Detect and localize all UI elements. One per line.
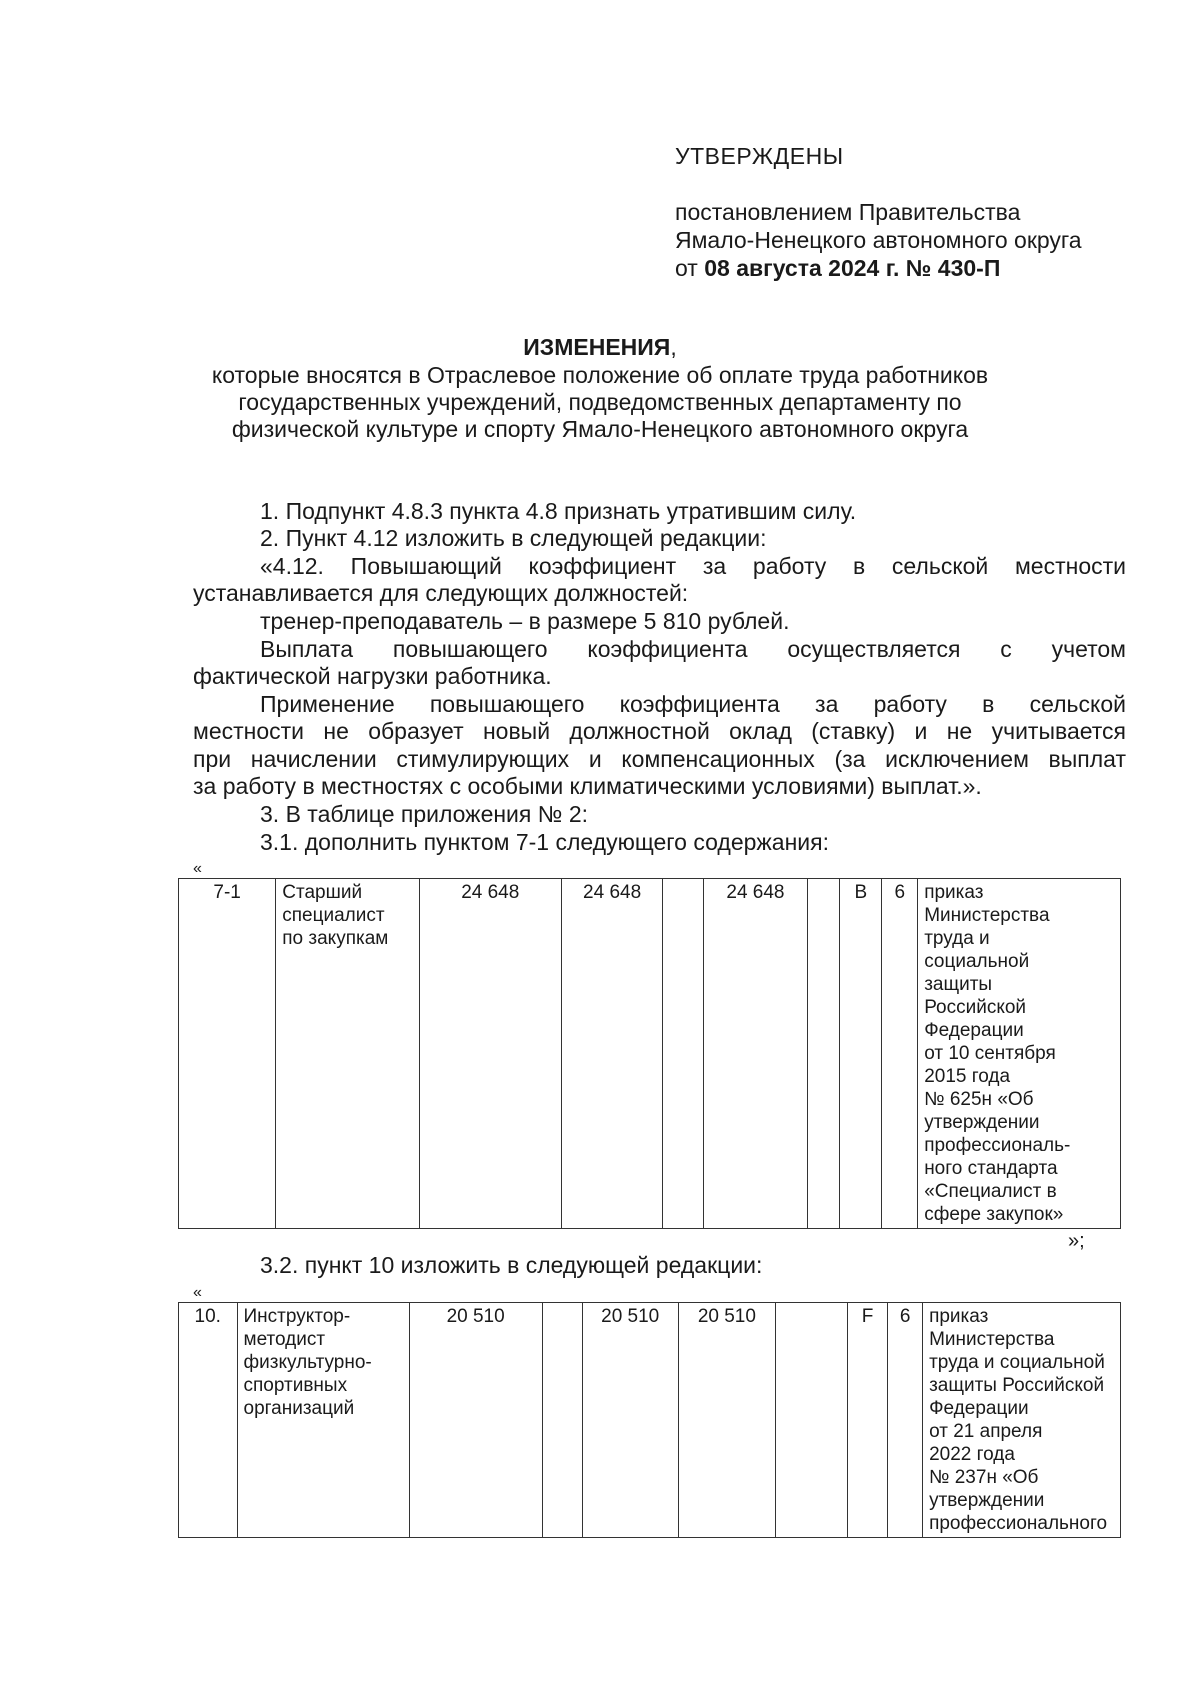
row-number: 7-1	[179, 879, 276, 1229]
payment-line-1: Выплата повышающего коэффициента осуществляется с учетом	[260, 636, 1126, 662]
empty-cell	[807, 879, 840, 1229]
basis-line: от 21 апреля	[929, 1421, 1043, 1442]
position-line: физкультурно-	[243, 1352, 372, 1373]
position-line: методист	[243, 1329, 326, 1350]
empty-cell	[542, 1303, 582, 1538]
basis-line: сфере закупок»	[924, 1204, 1064, 1225]
item-2: 2. Пункт 4.12 изложить в следующей редакции:	[260, 525, 767, 551]
position-cell	[276, 879, 419, 1229]
approval-title: УТВЕРЖДЕНЫ	[675, 143, 844, 169]
basis-line: ного стандарта	[924, 1158, 1058, 1179]
item-3-2: 3.2. пункт 10 изложить в следующей редакции:	[260, 1252, 763, 1278]
empty-cell	[776, 1303, 848, 1538]
basis-line: профессионального	[929, 1513, 1108, 1534]
basis-line: утверждении	[929, 1490, 1045, 1511]
basis-line: Федерации	[929, 1398, 1029, 1419]
basis-line: Российской	[924, 997, 1027, 1018]
document-title	[0, 334, 1200, 361]
group-cell: В	[840, 879, 882, 1229]
approval-date-value: 08 августа 2024 г. № 430-П	[704, 255, 1001, 281]
empty-cell	[663, 879, 704, 1229]
position-cell	[237, 1303, 409, 1538]
salary-cell: 20 510	[582, 1303, 678, 1538]
salary-cell: 24 648	[419, 879, 561, 1229]
level-cell: 6	[882, 879, 918, 1229]
p412-line-1: «4.12. Повышающий коэффициент за работу в сельской местности	[260, 553, 1126, 579]
salary-cell: 20 510	[678, 1303, 776, 1538]
basis-line: социальной	[924, 951, 1030, 972]
basis-line: труда и	[924, 928, 990, 949]
position-line: Инструктор-	[243, 1306, 351, 1327]
basis-line: № 237н «Об	[929, 1467, 1039, 1488]
basis-line: профессиональ-	[924, 1135, 1071, 1156]
basis-line: Министерства	[924, 905, 1050, 926]
position-line: организаций	[243, 1398, 355, 1419]
document-subtitle-line: которые вносятся в Отраслевое положение об оплате труда работников	[211, 362, 989, 388]
basis-line: защиты Российской	[929, 1375, 1105, 1396]
table-item-10	[178, 1302, 1121, 1538]
table2-open-quote: «	[193, 1284, 202, 1301]
p412-line-2: устанавливается для следующих должностей:	[193, 580, 689, 606]
basis-cell	[918, 879, 1121, 1229]
basis-line: приказ	[929, 1306, 989, 1327]
table-item-7-1	[178, 878, 1121, 1229]
apply-line-3: при начислении стимулирующих и компенсационных (за исключением выплат	[193, 746, 1126, 772]
basis-cell	[923, 1303, 1121, 1538]
position-line: спортивных	[243, 1375, 348, 1396]
level-cell: 6	[888, 1303, 923, 1538]
basis-line: утверждении	[924, 1112, 1040, 1133]
basis-line: от 10 сентября	[924, 1043, 1056, 1064]
approval-date	[675, 254, 1000, 282]
coach-line: тренер-преподаватель – в размере 5 810 рублей.	[260, 608, 790, 634]
basis-line: № 625н «Об	[924, 1089, 1034, 1110]
payment-line-2: фактической нагрузки работника.	[193, 663, 552, 689]
table1-close-quote: »;	[1068, 1230, 1085, 1252]
basis-line: 2015 года	[924, 1066, 1011, 1087]
row-number: 10.	[179, 1303, 238, 1538]
group-cell: F	[847, 1303, 888, 1538]
item-1: 1. Подпункт 4.8.3 пункта 4.8 признать утратившим силу.	[260, 498, 857, 524]
approval-by: постановлением Правительства	[675, 199, 1021, 225]
basis-line: Министерства	[929, 1329, 1055, 1350]
position-line: по закупкам	[282, 928, 389, 949]
basis-line: 2022 года	[929, 1444, 1015, 1465]
apply-line-1: Применение повышающего коэффициента за работу в сельской	[260, 691, 1126, 717]
basis-line: защиты	[924, 974, 993, 995]
item-3: 3. В таблице приложения № 2:	[260, 801, 588, 827]
approval-region: Ямало-Ненецкого автономного округа	[675, 227, 1082, 253]
basis-line: Федерации	[924, 1020, 1024, 1041]
position-line: Старший	[282, 882, 363, 903]
basis-line: «Специалист в	[924, 1181, 1057, 1202]
item-3-1: 3.1. дополнить пунктом 7-1 следующего содержания:	[260, 829, 829, 855]
document-subtitle-line: государственных учреждений, подведомственных департаменту по	[238, 389, 962, 415]
salary-cell: 20 510	[409, 1303, 542, 1538]
salary-cell: 24 648	[561, 879, 662, 1229]
apply-line-2: местности не образует новый должностной оклад (ставку) и не учитывается	[193, 718, 1126, 744]
approval-date-prefix: от	[675, 255, 698, 281]
basis-line: труда и социальной	[929, 1352, 1105, 1373]
document-subtitle-line: физической культуре и спорту Ямало-Ненецкого автономного округа	[231, 416, 969, 442]
apply-line-4: за работу в местностях с особыми климатическими условиями) выплат.».	[193, 773, 982, 799]
table-row	[179, 879, 1121, 1229]
table1-open-quote: «	[193, 860, 202, 877]
salary-cell: 24 648	[704, 879, 807, 1229]
table-row	[179, 1303, 1121, 1538]
document-title-comma: ,	[670, 334, 677, 360]
position-line: специалист	[282, 905, 385, 926]
document-title-text: ИЗМЕНЕНИЯ	[523, 334, 671, 360]
basis-line: приказ	[924, 882, 984, 903]
